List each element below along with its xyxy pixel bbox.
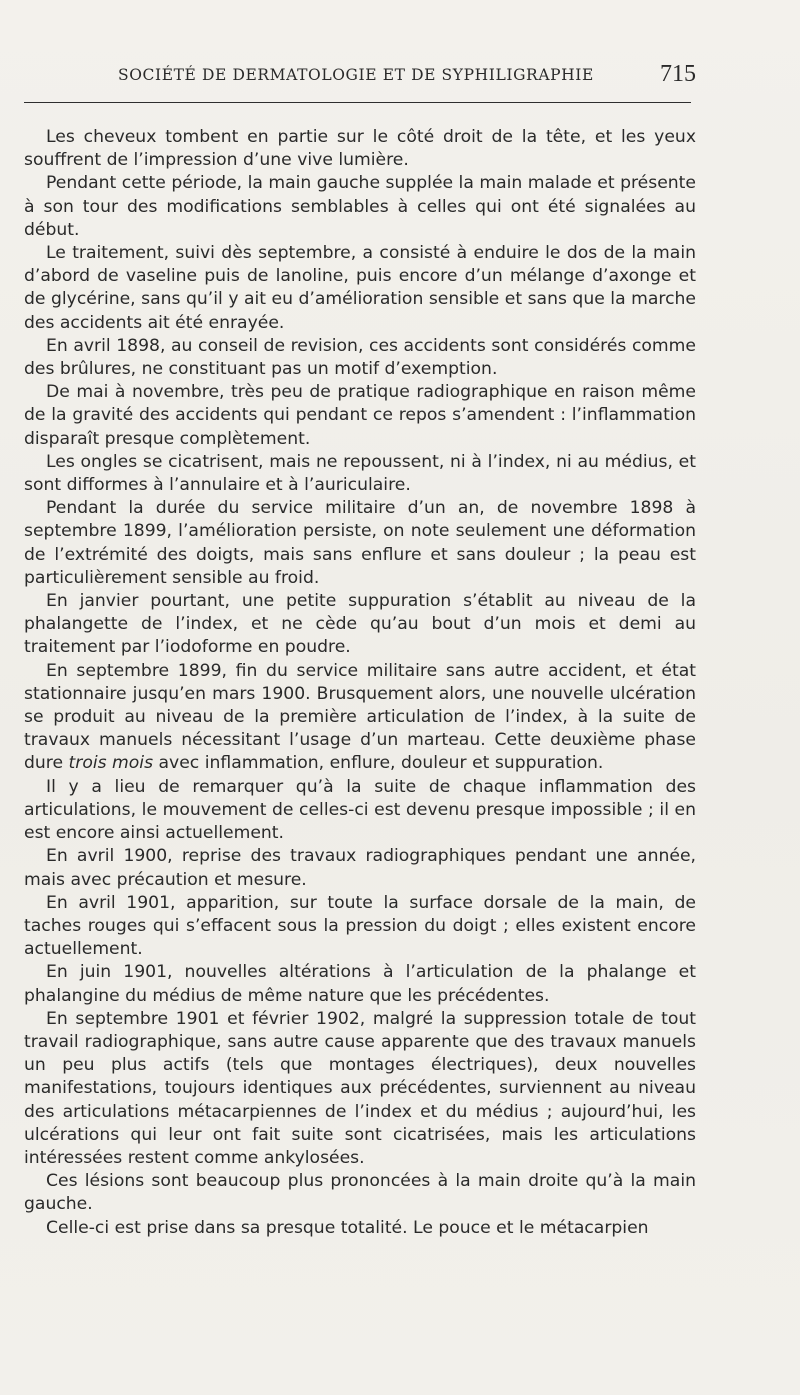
paragraph: Les ongles se cicatrisent, mais ne repoussent, ni à l’index, ni au médius, et sont difformes à l’annulaire et à l’auriculaire.	[24, 451, 696, 496]
paragraph: En avril 1898, au conseil de revision, ces accidents sont considérés comme des brûlures, ne constituant pas un motif d’exemption.	[24, 335, 696, 380]
paragraph: Celle-ci est prise dans sa presque totalité. Le pouce et le métacarpien	[46, 1217, 649, 1238]
paragraph: En janvier pourtant, une petite suppuration s’établit au niveau de la phalangette de l’index, et ne cède qu’au bout d’un mois et demi au traitement par l’iodoforme en poudre.	[24, 591, 696, 658]
header-rule	[24, 102, 691, 103]
paragraph: Ces lésions sont beaucoup plus prononcées à la main droite qu’à la main gauche.	[24, 1171, 696, 1215]
paragraph-text: En septembre 1899, fin du service militaire sans autre accident, et état stationnaire jusqu’en mars 1900. Brusquement alors, une nouvelle ulcération se produit au niveau de la première articulation de l’index, à la suite de travaux manuels nécessitant l’usage d’un marteau. Cette deuxième phase dure	[24, 660, 696, 774]
page-number: 715	[660, 61, 696, 87]
running-head	[24, 61, 696, 90]
paragraph: De mai à novembre, très peu de pratique radiographique en raison même de la gravité des accidents qui pendant ce repos s’amendent : l’inflammation disparaît presque complètement.	[24, 382, 696, 449]
paragraph: En septembre 1901 et février 1902, malgré la suppression totale de tout travail radiographique, sans autre cause apparente que des travaux manuels un peu plus actifs (tels que montages électriques), deux nouvelles manifestations, toujours identiques aux précédentes, surviennent au niveau des articulations métacarpiennes de l’index et du médius ; aujourd’hui, les ulcérations qui leur ont fait suite sont cicatrisées, mais les articulations intéressées restent comme ankylosées.	[24, 1008, 696, 1168]
paragraph: Il y a lieu de remarquer qu’à la suite de chaque inflammation des articulations, le mouvement de celles-ci est devenu presque impossible ; il en est encore ainsi actuellement.	[24, 776, 696, 844]
paragraph: Le traitement, suivi dès septembre, a consisté à enduire le dos de la main d’abord de vaseline puis de lanoline, puis encore d’un mélange d’axonge et de glycérine, sans qu’il y ait eu d’amélioration sensible et sans que la marche des accidents ait été enrayée.	[24, 243, 696, 333]
paragraph: En avril 1901, apparition, sur toute la surface dorsale de la main, de taches rouges qui s’effacent sous la pression du doigt ; elles existent encore actuellement.	[24, 892, 696, 960]
paragraph	[24, 660, 696, 776]
paragraph: En avril 1900, reprise des travaux radiographiques pendant une année, mais avec précaution et mesure.	[24, 846, 696, 890]
journal-title: SOCIÉTÉ DE DERMATOLOGIE ET DE SYPHILIGRAPHIE	[118, 66, 594, 84]
italic-emphasis: trois mois	[68, 753, 154, 774]
paragraph: Pendant cette période, la main gauche supplée la main malade et présente à son tour des modifications semblables à celles qui ont été signalées au début.	[24, 173, 696, 240]
paragraph: En juin 1901, nouvelles altérations à l’articulation de la phalange et phalangine du médius de même nature que les précédentes.	[24, 962, 696, 1006]
paragraph: Pendant la durée du service militaire d’un an, de novembre 1898 à septembre 1899, l’amélioration persiste, on note seulement une déformation de l’extrémité des doigts, mais sans enflure et sans douleur ; la peau est particulièrement sensible au froid.	[24, 498, 696, 588]
paragraph-text: avec inflammation, enflure, douleur et suppuration.	[153, 753, 604, 774]
body-text	[24, 126, 696, 1240]
paragraph: Les cheveux tombent en partie sur le côté droit de la tête, et les yeux souffrent de l’impression d’une vive lumière.	[24, 127, 696, 171]
